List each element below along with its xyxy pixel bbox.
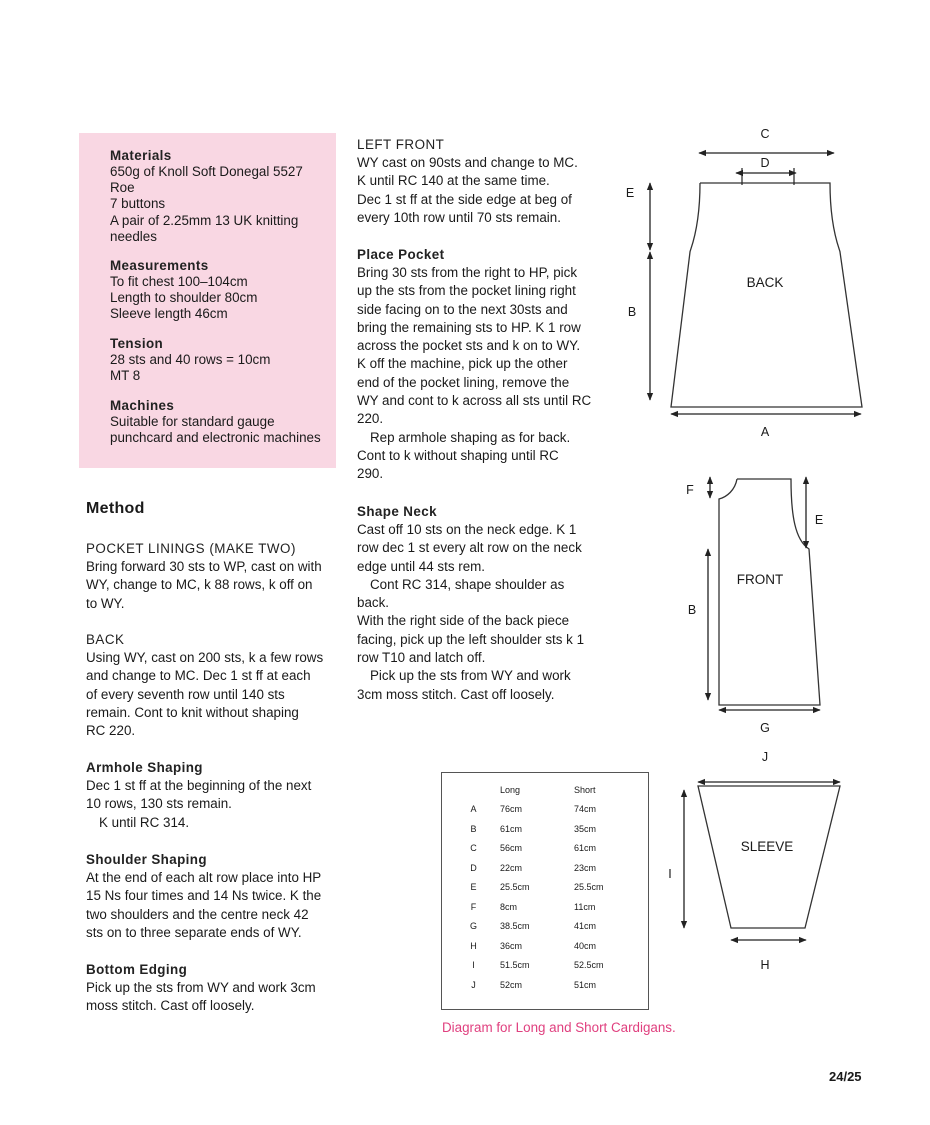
pocket-line: to WY.	[86, 595, 125, 611]
table-cell: 76cm	[500, 804, 523, 815]
table-cell: H	[470, 940, 477, 951]
table-cell: 8cm	[500, 901, 518, 912]
measurements-line: Length to shoulder 80cm	[110, 290, 258, 306]
table-row	[450, 819, 644, 839]
bottom-line: moss stitch. Cast off loosely.	[86, 998, 255, 1014]
table-cell: 51cm	[574, 979, 597, 990]
label-e-front: E	[814, 513, 824, 527]
table-cell: 35cm	[574, 823, 597, 834]
materials-line: Roe	[110, 180, 135, 196]
place-pocket-line: end of the pocket lining, remove the	[357, 374, 570, 390]
place-pocket-line: 220.	[357, 411, 384, 427]
table-header-row	[450, 780, 644, 800]
left-front-line: WY cast on 90sts and change to MC.	[357, 155, 578, 170]
table-cell: G	[469, 921, 477, 932]
table-header-cell	[450, 780, 497, 800]
place-pocket-line: bring the remaining sts to HP. K 1 row	[357, 319, 581, 335]
table-cell: 41cm	[574, 921, 597, 932]
shape-neck-line: Cast off 10 sts on the neck edge. K 1	[357, 522, 577, 537]
materials-line: A pair of 2.25mm 13 UK knitting	[110, 212, 299, 228]
label-a: A	[760, 425, 770, 439]
front-label: FRONT	[736, 572, 784, 587]
armhole-line: K until RC 314.	[99, 814, 190, 830]
shape-neck-line: facing, pick up the left shoulder sts k 1	[357, 631, 585, 647]
place-pocket-line: Cont to k without shaping until RC	[357, 447, 559, 463]
back-line: of every seventh row until 140 sts	[86, 686, 285, 702]
back-heading: BACK	[86, 632, 125, 647]
table-cell: 25.5cm	[574, 882, 604, 893]
label-f: F	[686, 483, 694, 497]
back-line: and change to MC. Dec 1 st ff at each	[86, 668, 311, 684]
front-piece-outline	[719, 479, 820, 705]
measurements-line: Sleeve length 46cm	[110, 306, 228, 322]
method-title: Method	[86, 500, 145, 517]
place-pocket-line: 290.	[357, 466, 384, 482]
tension-line: 28 sts and 40 rows = 10cm	[110, 352, 271, 367]
shoulder-heading: Shoulder Shaping	[86, 852, 207, 867]
label-b-back: B	[627, 305, 637, 319]
table-cell: B	[470, 823, 477, 834]
table-cell: 23cm	[574, 862, 597, 873]
shape-neck-line: back.	[357, 595, 390, 611]
table-cell: 38.5cm	[500, 921, 530, 932]
table-cell: E	[470, 882, 477, 893]
table-cell: 52cm	[500, 979, 523, 990]
left-front-line: K until RC 140 at the same time.	[357, 173, 550, 189]
tension-heading: Tension	[110, 336, 164, 351]
table-cell: C	[470, 843, 477, 854]
place-pocket-heading: Place Pocket	[357, 247, 445, 262]
shape-neck-heading: Shape Neck	[357, 504, 437, 519]
table-cell: 52.5cm	[574, 960, 604, 971]
table-row	[450, 936, 644, 956]
table-cell: F	[470, 901, 477, 912]
shape-neck-line: Pick up the sts from WY and work	[370, 668, 571, 684]
machines-heading: Machines	[110, 398, 175, 413]
back-label: BACK	[746, 275, 784, 290]
pocket-line: Bring forward 30 sts to WP, cast on with	[86, 559, 322, 574]
measurements-line: To fit chest 100–104cm	[110, 274, 248, 289]
left-front-line: every 10th row until 70 sts remain.	[357, 209, 561, 225]
shape-neck-line: row dec 1 st every alt row on the neck	[357, 540, 582, 556]
table-header-cell: Long	[500, 784, 521, 795]
back-line: remain. Cont to knit without shaping	[86, 704, 299, 720]
armhole-line: Dec 1 st ff at the beginning of the next	[86, 778, 312, 793]
table-cell: I	[472, 960, 475, 971]
label-i: I	[668, 867, 672, 881]
table-cell: 25.5cm	[500, 882, 530, 893]
measurements-heading: Measurements	[110, 258, 209, 273]
page-number: 24/25	[829, 1069, 862, 1084]
armhole-line: 10 rows, 130 sts remain.	[86, 796, 232, 812]
table-header-cell: Short	[574, 784, 596, 795]
label-c: C	[760, 127, 770, 141]
table-cell: 56cm	[500, 843, 523, 854]
label-h: H	[760, 958, 770, 972]
materials-line: 7 buttons	[110, 196, 166, 212]
tension-line: MT 8	[110, 368, 141, 384]
table-row	[450, 897, 644, 917]
armhole-heading: Armhole Shaping	[86, 760, 203, 775]
left-front-heading: LEFT FRONT	[357, 137, 445, 152]
shoulder-line: two shoulders and the centre neck 42	[86, 906, 309, 922]
place-pocket-line: side facing on to the next 30sts and	[357, 301, 568, 317]
pocket-line: WY, change to MC, k 88 rows, k off on	[86, 577, 313, 593]
shoulder-line: sts on to three separate ends of WY.	[86, 924, 302, 940]
place-pocket-line: Bring 30 sts from the right to HP, pick	[357, 265, 578, 280]
shape-neck-line: row T10 and latch off.	[357, 650, 486, 666]
table-row	[450, 839, 644, 859]
place-pocket-line: K off the machine, pick up the other	[357, 356, 568, 372]
shoulder-line: 15 Ns four times and 14 Ns twice. K the	[86, 888, 322, 904]
table-row	[450, 975, 644, 995]
sleeve-label: SLEEVE	[740, 839, 794, 854]
materials-heading: Materials	[110, 148, 172, 163]
shape-neck-line: With the right side of the back piece	[357, 613, 570, 629]
table-cell: D	[470, 862, 477, 873]
shoulder-line: At the end of each alt row place into HP	[86, 870, 322, 885]
table-row	[450, 956, 644, 976]
materials-line: 650g of Knoll Soft Donegal 5527	[110, 164, 303, 179]
label-b-front: B	[687, 603, 697, 617]
sleeve-piece-outline	[698, 786, 840, 928]
bottom-edging-heading: Bottom Edging	[86, 962, 188, 977]
table-cell: 36cm	[500, 940, 523, 951]
materials-line: needles	[110, 228, 157, 244]
place-pocket-line: WY and cont to k across all sts until RC	[357, 393, 592, 409]
diagram-caption: Diagram for Long and Short Cardigans.	[442, 1020, 676, 1035]
measurement-table	[441, 772, 649, 1010]
shape-neck-line: Cont RC 314, shape shoulder as	[370, 576, 565, 592]
table-cell: 51.5cm	[500, 960, 530, 971]
bottom-line: Pick up the sts from WY and work 3cm	[86, 980, 316, 995]
back-piece-outline	[671, 183, 862, 407]
label-e-back: E	[625, 186, 635, 200]
label-g: G	[760, 721, 770, 735]
back-line: Using WY, cast on 200 sts, k a few rows	[86, 650, 324, 665]
label-d: D	[760, 156, 770, 170]
table-cell: A	[470, 804, 477, 815]
place-pocket-line: across the pocket sts and k on to WY.	[357, 338, 581, 354]
table-cell: 40cm	[574, 940, 597, 951]
table-cell: 61cm	[574, 843, 597, 854]
machines-line: punchcard and electronic machines	[110, 430, 321, 446]
table-cell: 22cm	[500, 862, 523, 873]
back-line: RC 220.	[86, 723, 136, 739]
table-cell: 61cm	[500, 823, 523, 834]
table-cell: J	[471, 979, 476, 990]
machines-line: Suitable for standard gauge	[110, 414, 275, 429]
table-row	[450, 917, 644, 937]
table-cell: 11cm	[574, 901, 596, 912]
shape-neck-line: 3cm moss stitch. Cast off loosely.	[357, 686, 555, 702]
table-row	[450, 800, 644, 820]
place-pocket-line: Rep armhole shaping as for back.	[370, 429, 571, 445]
place-pocket-line: up the sts from the pocket lining right	[357, 283, 576, 299]
table-row	[450, 878, 644, 898]
table-row	[450, 858, 644, 878]
table-cell: 74cm	[574, 804, 597, 815]
label-j: J	[761, 750, 769, 764]
shape-neck-line: edge until 44 sts rem.	[357, 558, 486, 574]
pocket-linings-heading: POCKET LININGS (MAKE TWO)	[86, 541, 296, 556]
left-front-line: Dec 1 st ff at the side edge at beg of	[357, 191, 572, 207]
